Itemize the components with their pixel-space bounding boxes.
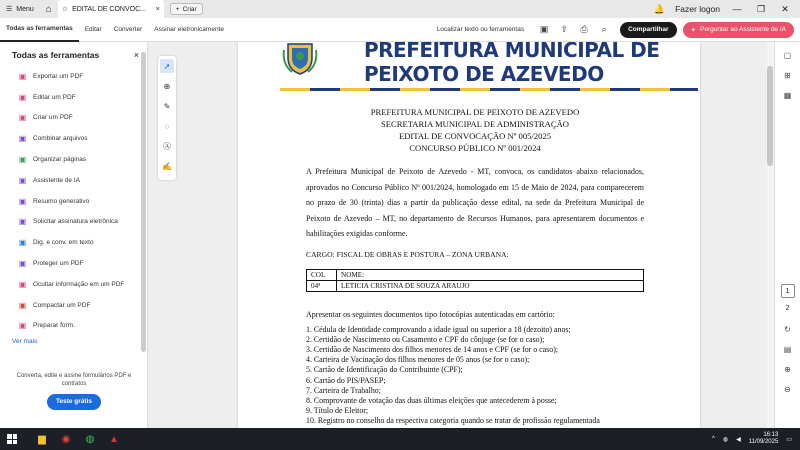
- tools-list: [0, 66, 147, 336]
- comment-icon[interactable]: ▢: [783, 50, 792, 60]
- tool-label: Compactar um PDF: [33, 301, 91, 309]
- letterhead-line1: PREFEITURA MUNICIPAL DE: [364, 42, 660, 62]
- table-header-cell: COL: [307, 269, 337, 280]
- tool-label: Proteger um PDF: [33, 260, 84, 268]
- bell-icon[interactable]: 🔔: [653, 3, 666, 14]
- zoom-out-icon[interactable]: ⊖: [784, 384, 791, 394]
- tool-item[interactable]: [18, 191, 147, 212]
- menu-button[interactable]: [0, 0, 40, 18]
- home-icon[interactable]: ⌂: [45, 3, 52, 15]
- tool-icon: ▣: [18, 279, 27, 289]
- tool-label: Assistente de IA: [33, 176, 80, 184]
- new-tab-button[interactable]: [170, 3, 203, 15]
- table-header-cell: NOME:: [337, 269, 644, 280]
- close-panel-icon[interactable]: ×: [133, 50, 139, 60]
- table-cell: 04ª: [307, 280, 337, 291]
- windows-logo-icon: [7, 434, 17, 444]
- document-header: [306, 106, 644, 154]
- tool-icon: ▣: [18, 238, 27, 248]
- page-number-current[interactable]: 1: [781, 284, 795, 298]
- windows-taskbar: [0, 428, 800, 450]
- tool-icon: ▣: [18, 71, 27, 81]
- zoom-in-icon[interactable]: ⊕: [784, 364, 791, 374]
- ai-assistant-label: Perguntar ao Assistente de IA: [700, 26, 786, 33]
- table-header-row: [307, 269, 644, 280]
- header-line: SECRETARIA MUNICIPAL DE ADMINISTRAÇÃO: [381, 119, 569, 129]
- start-button[interactable]: [0, 428, 24, 450]
- document-requirement: 7. Carteira de Trabalho;: [306, 385, 381, 395]
- bookmark-icon[interactable]: ⊞: [784, 70, 791, 80]
- tool-icon: ▣: [18, 196, 27, 206]
- close-tab-icon[interactable]: ×: [155, 5, 160, 13]
- letterhead-banner: [280, 42, 698, 90]
- save-icon[interactable]: ▣: [539, 24, 549, 34]
- tool-label: Solicitar assinatura eletrônica: [33, 218, 118, 226]
- see-more-link[interactable]: Ver mais: [12, 338, 38, 346]
- search-tools-input[interactable]: Localizar texto ou ferramentas: [436, 26, 525, 33]
- tool-item[interactable]: [18, 170, 147, 191]
- ai-assistant-button[interactable]: [683, 22, 794, 38]
- document-tab[interactable]: [58, 0, 164, 18]
- documents-intro: Apresentar os seguintes documentos tipo fotocópias autenticadas em cartório:: [306, 309, 555, 319]
- tool-item[interactable]: [18, 128, 147, 149]
- lasso-icon[interactable]: ◌: [164, 121, 170, 131]
- tool-item[interactable]: [18, 295, 147, 316]
- tool-label: Criar um PDF: [33, 114, 73, 122]
- document-page: [238, 42, 700, 428]
- tool-icon: ▣: [18, 92, 27, 102]
- chrome-icon[interactable]: ◉: [61, 433, 71, 445]
- convocation-paragraph: A Prefeitura Municipal de Peixoto de Azevedo - MT, convoca, os candidatos abaixo relacionados, aprovados no Concurso Público Nº 001/2024, homologado em 15 de Maio de 2024, para comparecerem no prazo de 30 (trinta) dias a partir da publicação desse edital, na sede da Prefeitura Municipal de Peixoto de Azevedo – MT, no departamento de Recursos Humanos, para apresentarem documentos e habilitações exigidas conforme.: [306, 167, 644, 238]
- tool-icon: ▣: [18, 175, 27, 185]
- acrobat-icon[interactable]: ▲: [109, 433, 119, 445]
- document-requirement: 3. Certidão de Nascimento dos filhos menores de 14 anos e CPF (se for o caso);: [306, 344, 559, 354]
- document-requirement: 10. Registro no conselho da respectiva categoria quando se tratar de profissão regulamentada: [306, 416, 600, 426]
- document-body: [306, 106, 644, 427]
- tool-icon: ▣: [18, 259, 27, 269]
- tool-label: Ocultar informação em um PDF: [33, 280, 125, 288]
- text-select-icon[interactable]: Ⓐ: [163, 141, 171, 151]
- document-scroll-thumb[interactable]: [767, 66, 773, 166]
- hamburger-icon: ☰: [6, 6, 13, 13]
- promo-text: Converta, edite e assine formulários PDF e contratos: [16, 373, 132, 387]
- tool-icon: ▣: [18, 134, 27, 144]
- document-requirement: 6. Cartão do PIS/PASEP;: [306, 375, 386, 385]
- tool-item[interactable]: [18, 253, 147, 274]
- menu-label: Menu: [16, 5, 34, 13]
- tab-title: EDITAL DE CONVOC...: [72, 5, 146, 13]
- tab-convert[interactable]: Converter: [113, 26, 143, 33]
- all-tools-panel: [0, 42, 148, 428]
- share-button[interactable]: Compartilhar: [620, 22, 676, 38]
- print-icon[interactable]: ⎙: [580, 24, 588, 34]
- tool-icon: ▣: [18, 217, 27, 227]
- tool-item[interactable]: [18, 108, 147, 129]
- tool-item[interactable]: [18, 274, 147, 295]
- document-requirement: 4. Carteira de Vacinação dos filhos menores de 05 anos (se for o caso);: [306, 355, 530, 365]
- sparkle-icon: ✦: [690, 26, 696, 34]
- document-requirement: 1. Cédula de Identidade comprovando a idade igual ou superior a 18 (dezoito) anos;: [306, 324, 571, 334]
- notification-icon[interactable]: ▭: [786, 436, 792, 443]
- header-line: CONCURSO PÚBLICO Nº 001/2024: [409, 143, 541, 153]
- panel-scrollbar[interactable]: [141, 52, 146, 352]
- clock-time: 16:13: [763, 431, 779, 438]
- close-window-icon[interactable]: ✕: [781, 3, 789, 14]
- tool-label: Dig. e conv. em texto: [33, 239, 94, 247]
- panel-promo: [0, 372, 148, 410]
- zoom-icon[interactable]: ⊕: [163, 81, 171, 91]
- tool-icon: ▣: [18, 300, 27, 310]
- title-bar: [0, 0, 800, 18]
- tool-item[interactable]: [18, 232, 147, 253]
- tool-label: Combinar arquivos: [33, 135, 88, 143]
- letterhead-line2: PEIXOTO DE AZEVEDO: [364, 62, 604, 86]
- letterhead-stripe: [280, 88, 698, 91]
- tool-item[interactable]: [18, 66, 147, 87]
- tool-icon: ▣: [18, 155, 27, 165]
- tool-icon: ▣: [18, 113, 27, 123]
- chevron-up-icon[interactable]: ^: [712, 436, 715, 442]
- tool-item[interactable]: [18, 149, 147, 170]
- main-toolbar: [0, 18, 800, 42]
- plus-icon: +: [175, 5, 180, 13]
- sign-icon[interactable]: ✍: [162, 161, 172, 171]
- panel-title: Todas as ferramentas: [12, 50, 100, 60]
- pen-icon[interactable]: ✎: [163, 101, 171, 111]
- document-viewer[interactable]: [150, 42, 774, 428]
- clock-date: 11/09/2025: [748, 439, 779, 445]
- logon-button[interactable]: Fazer logon: [675, 4, 720, 14]
- tab-all-tools[interactable]: Todas as ferramentas: [0, 18, 79, 42]
- system-clock[interactable]: [749, 432, 779, 447]
- page-thumbnails-icon[interactable]: ▤: [783, 344, 792, 354]
- refresh-icon[interactable]: ↻: [784, 324, 791, 334]
- volume-icon[interactable]: ◀: [736, 436, 741, 443]
- document-requirement: 5. Cartão de Identificação do Contribuinte (CPF);: [306, 365, 463, 375]
- cargo-line: CARGO: FISCAL DE OBRAS E POSTURA – ZONA URBANA:: [306, 249, 509, 259]
- tool-label: Editar um PDF: [33, 93, 76, 101]
- tool-item[interactable]: [18, 212, 147, 233]
- document-requirement: 9. Título de Eleitor;: [306, 406, 369, 416]
- tool-label: Preparar form.: [33, 322, 75, 330]
- tool-icon: ▣: [18, 321, 27, 331]
- page-number[interactable]: 2: [785, 305, 790, 312]
- maximize-icon[interactable]: ❐: [756, 3, 766, 14]
- documents-list: [306, 325, 644, 427]
- new-tab-label: Criar: [182, 5, 197, 13]
- upload-icon[interactable]: ⇪: [560, 24, 568, 34]
- tool-label: Organizar páginas: [33, 156, 87, 164]
- attachment-icon[interactable]: ▦: [783, 90, 792, 100]
- tool-label: Exportar um PDF: [33, 72, 84, 80]
- document-requirement: 8. Comprovante de votação das duas últimas eleições que antecederem à posse;: [306, 395, 557, 405]
- minimize-icon[interactable]: —: [732, 4, 742, 14]
- tool-item[interactable]: [18, 316, 147, 337]
- document-scrollbar[interactable]: [766, 42, 774, 428]
- header-line: EDITAL DE CONVOCAÇÃO Nº 005/2025: [398, 131, 552, 141]
- document-requirement: 2. Certidão de Nascimento ou Casamento e CPF do cônjuge (se for o caso);: [306, 334, 545, 344]
- candidate-table: [306, 269, 644, 292]
- tab-edit[interactable]: Editar: [84, 26, 102, 33]
- table-row: [307, 280, 644, 291]
- star-icon[interactable]: ☆: [61, 6, 69, 13]
- tool-label: Resumo generativo: [33, 197, 90, 205]
- tab-sign[interactable]: Assinar eletronicamente: [154, 26, 224, 33]
- table-cell: LETICIA CRISTINA DE SOUZA ARAUJO: [337, 280, 644, 291]
- quick-tools-strip: [158, 56, 176, 180]
- select-cursor-icon[interactable]: ➚: [160, 59, 174, 73]
- free-trial-button[interactable]: Teste grátis: [47, 394, 101, 410]
- network-icon[interactable]: ◍: [722, 436, 729, 443]
- search-icon[interactable]: ⌕: [601, 24, 607, 34]
- file-explorer-icon[interactable]: ▆: [38, 433, 46, 445]
- tool-item[interactable]: [18, 87, 147, 108]
- whatsapp-icon[interactable]: ◍: [85, 433, 95, 445]
- header-line: PREFEITURA MUNICIPAL DE PEIXOTO DE AZEVEDO: [370, 107, 580, 117]
- right-rail: [774, 42, 800, 428]
